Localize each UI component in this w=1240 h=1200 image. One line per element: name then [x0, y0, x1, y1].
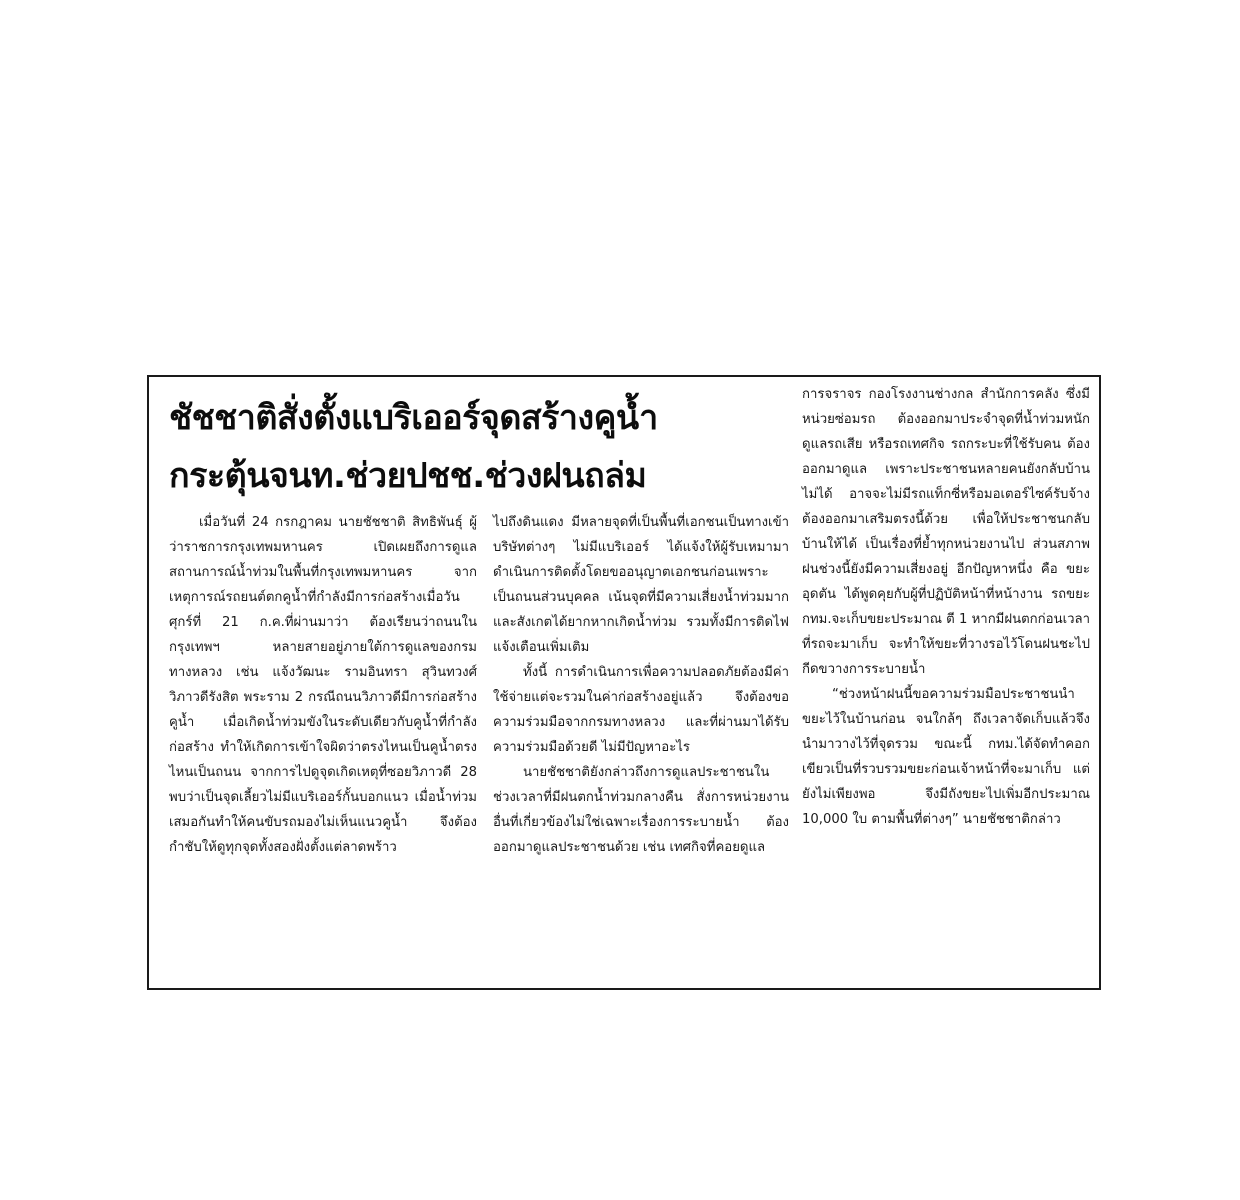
- headline: [169, 389, 789, 505]
- article-paragraph: เมื่อวันที่ 24 กรกฎาคม นายชัชชาติ สิทธิพันธุ์ ผู้ว่าราชการกรุงเทพมหานคร เปิดเผยถึงการดูแลสถานการณ์น้ำท่วมในพื้นที่กรุงเทพมหานคร จากเหตุการณ์รถยนต์ตกคูน้ำที่กำลังมีการก่อสร้างเมื่อวันศุกร์ที่ 21 ก.ค.ที่ผ่านมาว่า ต้องเรียนว่าถนนในกรุงเทพฯ หลายสายอยู่ภายใต้การดูแลของกรมทางหลวง เช่น แจ้งวัฒนะ รามอินทรา สุวินทวงศ์ วิภาวดีรังสิต พระราม 2 กรณีถนนวิภาวดีมีการก่อสร้างคูน้ำ เมื่อเกิดน้ำท่วมขังในระดับเดียวกับคูน้ำที่กำลังก่อสร้าง ทำให้เกิดการเข้าใจผิดว่าตรงไหนเป็นคูน้ำตรงไหนเป็นถนน จากการไปดูจุดเกิดเหตุที่ซอยวิภาวดี 28 พบว่าเป็นจุดเลี้ยวไม่มีแบริเออร์กั้นบอกแนว เมื่อน้ำท่วมเสมอกันทำให้คนขับรถมองไม่เห็นแนวคูน้ำ จึงต้องกำชับให้ดูทุกจุดทั้งสองฝั่งตั้งแต่ลาดพร้าว: [169, 515, 477, 855]
- article-paragraph: การจราจร กองโรงงานช่างกล สำนักการคลัง ซึ่งมีหน่วยซ่อมรถ ต้องออกมาประจำจุดที่น้ำท่วมหนัก ดูแลรถเสีย หรือรถเทศกิจ รถกระบะที่ใช้รับคน ต้องออกมาดูแล เพราะประชาชนหลายคนยังกลับบ้านไม่ได้ อาจจะไม่มีรถแท็กซี่หรือมอเตอร์ไซค์รับจ้าง ต้องออกมาเสริมตรงนี้ด้วย เพื่อให้ประชาชนกลับบ้านให้ได้ เป็นเรื่องที่ย้ำทุกหน่วยงานไป ส่วนสภาพฝนช่วงนี้ยังมีความเสี่ยงอยู่ อีกปัญหาหนึ่ง คือ ขยะอุดตัน ได้พูดคุยกับผู้ที่ปฏิบัติหน้าที่หน้างาน รถขยะ กทม.จะเก็บขยะประมาณ ตี 1 หากมีฝนตกก่อนเวลาที่รถจะมาเก็บ จะทำให้ขยะที่วางรอไว้โดนฝนชะไปกีดขวางการระบายน้ำ: [802, 387, 1090, 677]
- article-paragraph: ไปถึงดินแดง มีหลายจุดที่เป็นพื้นที่เอกชนเป็นทางเข้าบริษัทต่างๆ ไม่มีแบริเออร์ ได้แจ้งให้ผู้รับเหมามาดำเนินการติดตั้งโดยขออนุญาตเอกชนก่อนเพราะเป็นถนนส่วนบุคคล เน้นจุดที่มีความเสี่ยงน้ำท่วมมากและสังเกตได้ยากหากเกิดน้ำท่วม รวมทั้งมีการติดไฟแจ้งเตือนเพิ่มเติม: [493, 515, 789, 655]
- article-column-1: [169, 510, 477, 860]
- headline-line-2: กระตุ้นจนท.ช่วยปชช.ช่วงฝนถล่ม: [169, 456, 647, 496]
- article-column-2: [493, 510, 789, 860]
- article-column-3: [802, 382, 1090, 832]
- article-paragraph: ทั้งนี้ การดำเนินการเพื่อความปลอดภัยต้องมีค่าใช้จ่ายแต่จะรวมในค่าก่อสร้างอยู่แล้ว จึงต้องขอความร่วมมือจากกรมทางหลวง และที่ผ่านมาได้รับความร่วมมือด้วยดี ไม่มีปัญหาอะไร: [493, 665, 789, 755]
- article-paragraph: “ช่วงหน้าฝนนี้ขอความร่วมมือประชาชนนำขยะไว้ในบ้านก่อน จนใกล้ๆ ถึงเวลาจัดเก็บแล้วจึงนำมาวางไว้ที่จุดรวม ขณะนี้ กทม.ได้จัดทำคอกเขียวเป็นที่รวบรวมขยะก่อนเจ้าหน้าที่จะมาเก็บ แต่ยังไม่เพียงพอ จึงมีถังขยะไปเพิ่มอีกประมาณ 10,000 ใบ ตามพื้นที่ต่างๆ” นายชัชชาติกล่าว: [802, 687, 1090, 827]
- news-clipping: [147, 375, 1101, 990]
- article-paragraph: นายชัชชาติยังกล่าวถึงการดูแลประชาชนในช่วงเวลาที่มีฝนตกน้ำท่วมกลางคืน สั่งการหน่วยงานอื่นที่เกี่ยวข้องไม่ใช่เฉพาะเรื่องการระบายน้ำ ต้องออกมาดูแลประชาชนด้วย เช่น เทศกิจที่คอยดูแล: [493, 765, 789, 855]
- headline-line-1: ชัชชาติสั่งตั้งแบริเออร์จุดสร้างคูน้ำ: [169, 398, 658, 438]
